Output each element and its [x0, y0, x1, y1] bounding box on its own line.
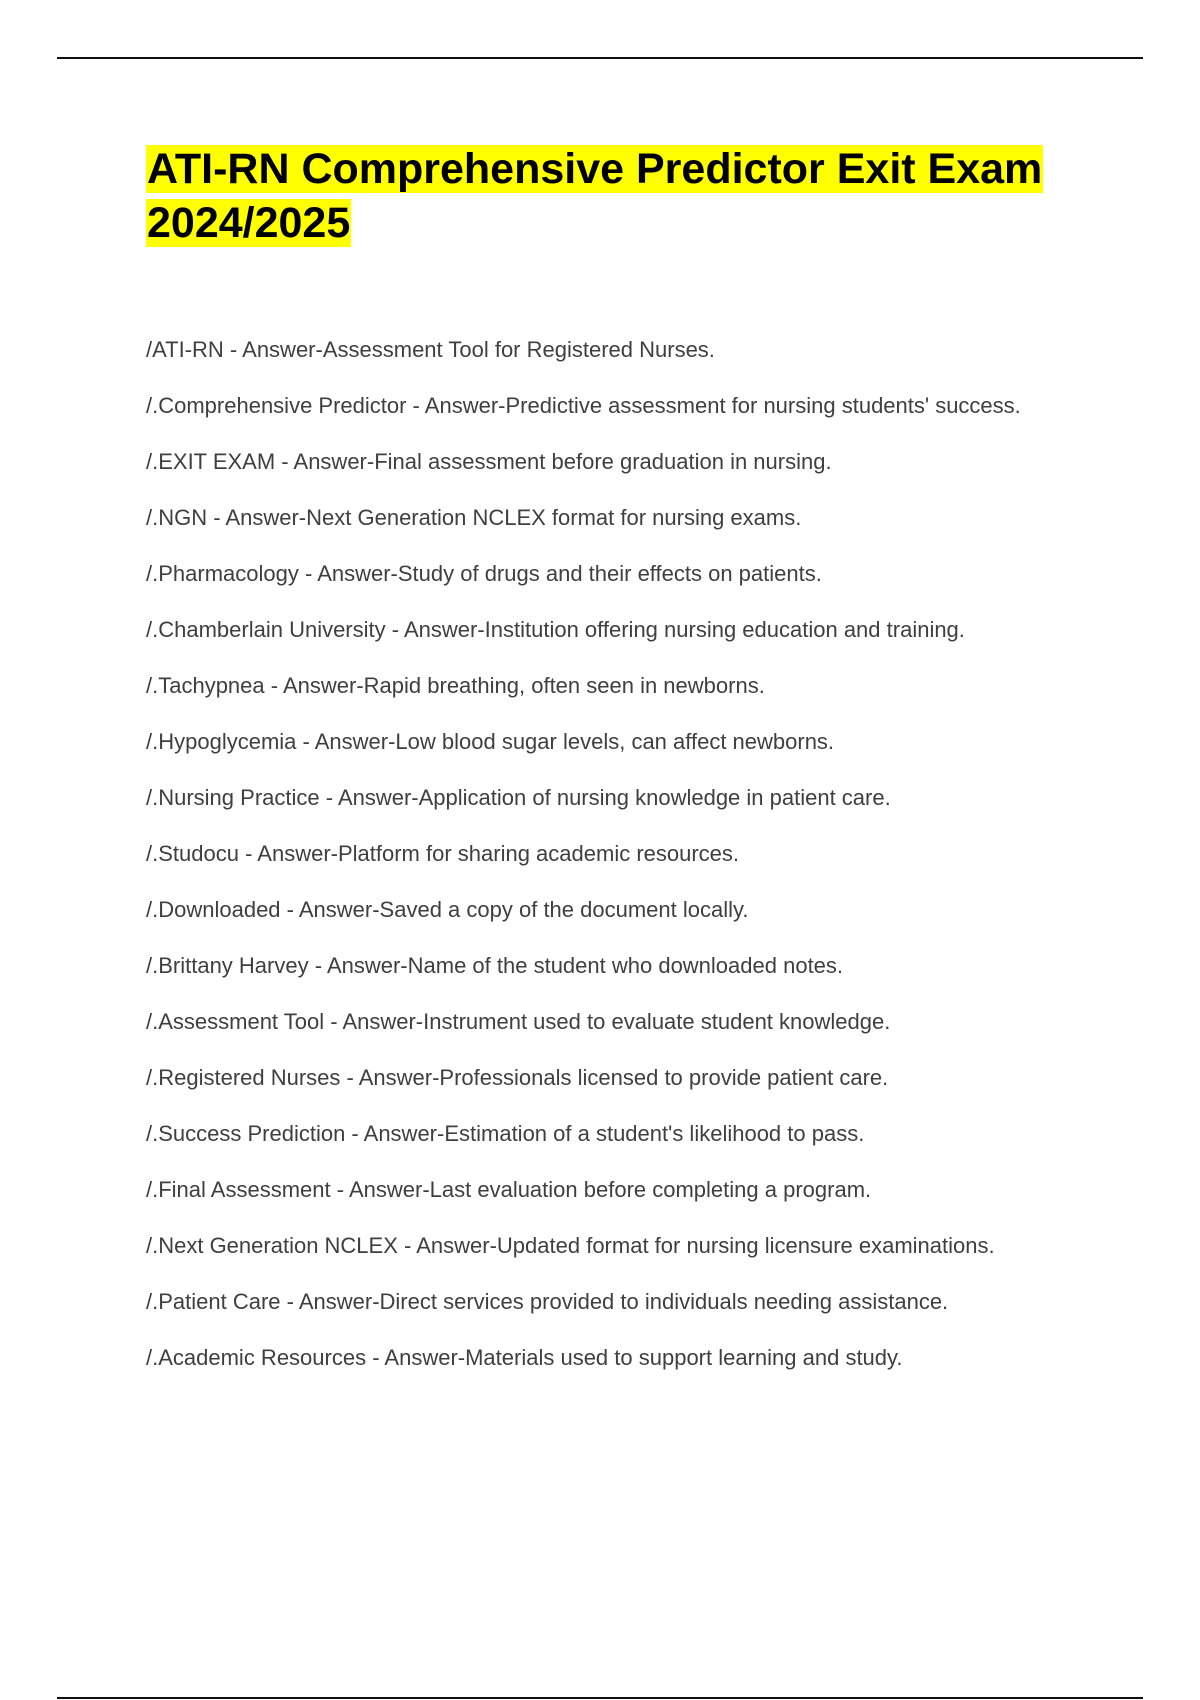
- list-item: /.Academic Resources - Answer-Materials used to support learning and study.: [146, 1345, 903, 1370]
- list-item: /.Pharmacology - Answer-Study of drugs and their effects on patients.: [146, 561, 822, 586]
- list-item: /.NGN - Answer-Next Generation NCLEX format for nursing exams.: [146, 505, 802, 530]
- list-item: /.Brittany Harvey - Answer-Name of the student who downloaded notes.: [146, 953, 844, 978]
- title-highlight: ATI-RN Comprehensive Predictor Exit Exam 2024/2025: [147, 145, 1043, 247]
- list-item: /.Chamberlain University - Answer-Institution offering nursing education and training.: [146, 617, 965, 642]
- list-item: /.Final Assessment - Answer-Last evaluation before completing a program.: [146, 1177, 872, 1202]
- list-item: /.Success Prediction - Answer-Estimation of a student's likelihood to pass.: [146, 1121, 865, 1146]
- list-item: /.Nursing Practice - Answer-Application of nursing knowledge in patient care.: [146, 785, 891, 810]
- list-item: /.Downloaded - Answer-Saved a copy of the document locally.: [146, 897, 749, 922]
- list-item: /.Assessment Tool - Answer-Instrument used to evaluate student knowledge.: [146, 1009, 891, 1034]
- list-item: /.Patient Care - Answer-Direct services provided to individuals needing assistance.: [146, 1289, 949, 1314]
- list-item: /.Comprehensive Predictor - Answer-Predictive assessment for nursing students' success.: [146, 393, 1021, 418]
- entry-list: [146, 336, 1096, 1400]
- page-title: [146, 142, 1046, 250]
- list-item: /.Tachypnea - Answer-Rapid breathing, often seen in newborns.: [146, 673, 765, 698]
- list-item: /ATI-RN - Answer-Assessment Tool for Registered Nurses.: [146, 337, 715, 362]
- list-item: /.Hypoglycemia - Answer-Low blood sugar levels, can affect newborns.: [146, 729, 835, 754]
- list-item: /.Registered Nurses - Answer-Professionals licensed to provide patient care.: [146, 1065, 889, 1090]
- bottom-divider: [57, 1697, 1143, 1699]
- list-item: /.EXIT EXAM - Answer-Final assessment before graduation in nursing.: [146, 449, 832, 474]
- list-item: /.Studocu - Answer-Platform for sharing academic resources.: [146, 841, 740, 866]
- top-divider: [57, 57, 1143, 59]
- list-item: /.Next Generation NCLEX - Answer-Updated format for nursing licensure examinations.: [146, 1233, 995, 1258]
